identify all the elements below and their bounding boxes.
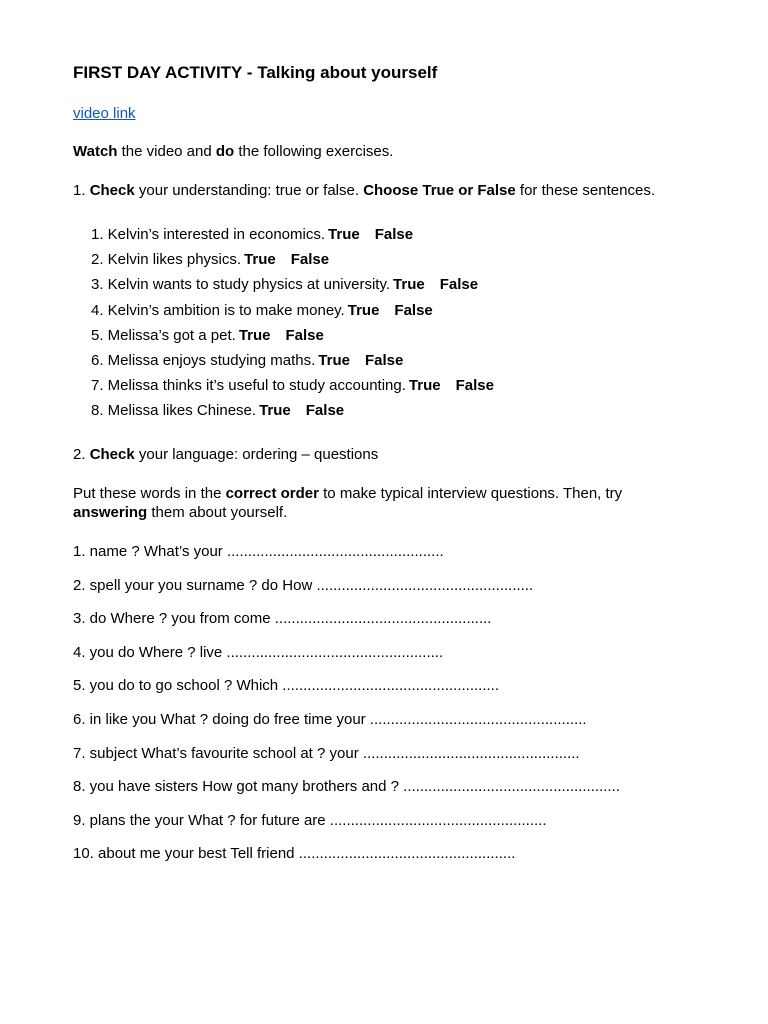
list-item: 7. subject What’s favourite school at ? your .................................................... [73, 744, 580, 762]
list-item: 3. do Where ? you from come .................................................... [73, 610, 492, 628]
false-option: False [364, 351, 404, 369]
list-item [91, 302, 494, 327]
instructions-correct-order: correct order [225, 485, 319, 502]
statement: 1. Kelvin’s interested in economics. [91, 226, 326, 243]
section-1-text1: your understanding: true or false. [134, 182, 364, 199]
section-1-check: Check [89, 182, 135, 199]
instructions-p3: them about yourself. [147, 504, 288, 521]
statement: 5. Melissa’s got a pet. [91, 326, 236, 344]
list-item [91, 327, 494, 352]
list-item [91, 377, 494, 402]
list-item: 4. you do Where ? live .................................................... [73, 643, 444, 661]
section-1-heading [73, 182, 655, 200]
true-option: True [408, 377, 441, 395]
true-option: True [259, 402, 291, 420]
list-item: 6. in like you What ? doing do free time your .................................................... [73, 710, 587, 728]
true-option: True [238, 326, 271, 344]
list-item [91, 276, 494, 301]
statement: 8. Melissa likes Chinese. [91, 402, 257, 420]
list-item [91, 402, 494, 427]
true-option: True [318, 351, 350, 369]
statement: 6. Melissa enjoys studying maths. [91, 351, 316, 369]
intro-do: do [215, 143, 235, 160]
statement: 3. Kelvin wants to study physics at university. [91, 276, 391, 294]
true-false-list [91, 226, 494, 428]
list-item [91, 352, 494, 377]
false-option: False [455, 377, 494, 395]
instructions-line-1 [73, 485, 622, 503]
instructions-p2: to make typical interview questions. Then, try [318, 485, 623, 502]
list-item [91, 226, 494, 251]
list-item [91, 251, 494, 276]
instructions-line-2 [73, 504, 287, 522]
section-1-choose: Choose True or False [363, 182, 516, 199]
list-item: 1. name ? What’s your .................................................... [73, 543, 444, 560]
intro-line [73, 143, 393, 161]
list-item: 10. about me your best Tell friend .................................................... [73, 845, 516, 863]
section-2-number: 2. [73, 446, 90, 463]
section-1-text2: for these sentences. [515, 182, 655, 199]
intro-end: the following exercises. [234, 143, 394, 160]
section-2-check: Check [89, 446, 135, 463]
list-item: 8. you have sisters How got many brothers and ? .................................................... [73, 778, 620, 796]
section-2-text: your language: ordering – questions [134, 446, 379, 463]
statement: 4. Kelvin’s ambition is to make money. [91, 301, 345, 319]
false-option: False [305, 402, 345, 420]
ordering-questions-list [73, 543, 620, 879]
true-option: True [393, 276, 425, 294]
list-item: 5. you do to go school ? Which .................................................... [73, 677, 499, 695]
true-option: True [347, 301, 380, 319]
instructions-p1: Put these words in the [73, 485, 226, 502]
section-1-number: 1. [73, 182, 90, 199]
video-link[interactable]: video link [73, 105, 136, 122]
section-2-heading [73, 446, 378, 464]
true-option: True [244, 251, 276, 269]
statement: 2. Kelvin likes physics. [91, 251, 242, 269]
instructions-answering: answering [73, 504, 148, 521]
false-option: False [374, 226, 414, 243]
false-option: False [285, 326, 324, 344]
intro-mid: the video and [117, 143, 216, 160]
false-option: False [394, 301, 433, 319]
false-option: False [290, 251, 330, 269]
false-option: False [439, 276, 479, 294]
statement: 7. Melissa thinks it’s useful to study accounting. [91, 377, 406, 395]
list-item: 9. plans the your What ? for future are .................................................... [73, 811, 547, 829]
list-item: 2. spell your you surname ? do How .................................................... [73, 576, 534, 594]
true-option: True [328, 226, 360, 243]
intro-watch: Watch [73, 143, 118, 160]
page-title: FIRST DAY ACTIVITY - Talking about yourself [73, 63, 438, 82]
